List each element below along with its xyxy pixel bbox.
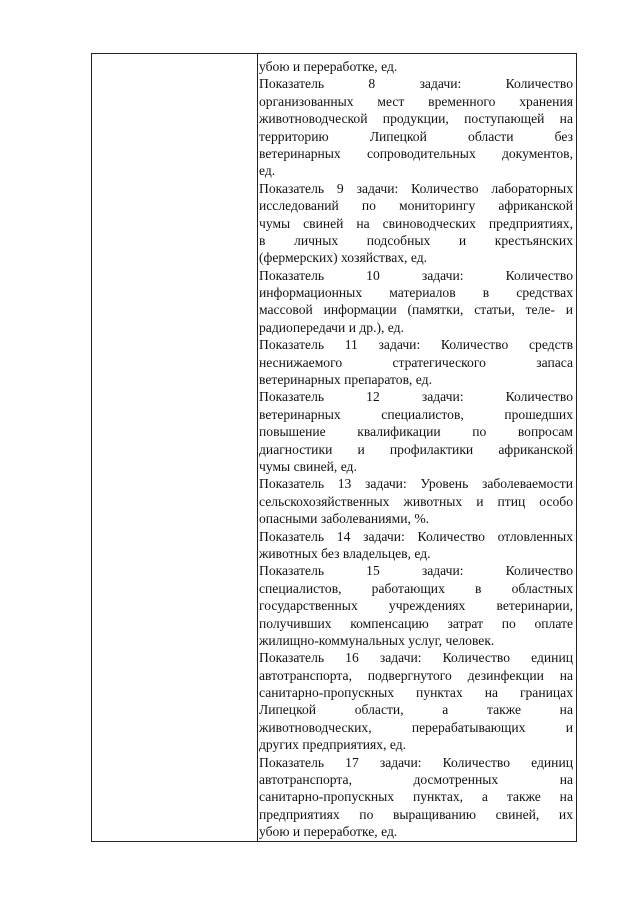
text-line: диагностики и профилактики африканской — [259, 441, 573, 457]
indicator-paragraph — [259, 267, 573, 337]
table-right-cell — [259, 58, 573, 841]
text-line: санитарно-пропускных пунктах, а также на — [259, 789, 573, 805]
text-line: Показатель 16 задачи: Количество единиц — [259, 650, 573, 666]
table-left-cell — [92, 54, 258, 841]
text-line: массовой информации (памятки, статьи, теле- и — [259, 302, 573, 318]
text-line: автотранспорта, подвергнутого дезинфекции на — [259, 667, 573, 683]
text-line: информационных материалов в средствах — [259, 285, 573, 301]
text-line: ед. — [259, 163, 276, 179]
text-line: чумы свиней, ед. — [259, 458, 357, 474]
indicators-table — [91, 53, 577, 842]
text-line: территорию Липецкой области без — [259, 128, 573, 144]
indicator-paragraph — [259, 75, 573, 179]
text-line: ветеринарных сопроводительных документов, — [259, 145, 573, 161]
indicator-paragraph — [259, 475, 573, 527]
text-line: санитарно-пропускных пунктах на границах — [259, 685, 573, 701]
text-line: специалистов, работающих в областных — [259, 580, 573, 596]
text-line: предприятиях по выращиванию свиней, их — [259, 806, 573, 822]
text-line: ветеринарных препаратов, ед. — [259, 372, 432, 388]
text-line: Липецкой области, а также на — [259, 702, 573, 718]
text-line: Показатель 14 задачи: Количество отловленных — [259, 528, 573, 544]
text-line: Показатель 11 задачи: Количество средств — [259, 337, 573, 353]
text-line: других предприятиях, ед. — [259, 737, 407, 753]
text-line: Показатель 17 задачи: Количество единиц — [259, 754, 573, 770]
text-line: исследований по мониторингу африканской — [259, 198, 573, 214]
text-line: Показатель 13 задачи: Уровень заболеваемости — [259, 476, 573, 492]
indicator-paragraph — [259, 528, 573, 563]
text-line: (фермерских) хозяйствах, ед. — [259, 250, 428, 266]
indicator-paragraph — [259, 562, 573, 649]
text-line: Показатель 9 задачи: Количество лабораторных — [259, 180, 573, 196]
text-line: ветеринарных специалистов, прошедших — [259, 406, 573, 422]
indicator-paragraph — [259, 336, 573, 388]
text-line: организованных мест временного хранения — [259, 93, 573, 109]
indicator-paragraph — [259, 649, 573, 753]
indicator-paragraph — [259, 58, 573, 75]
text-line: животноводческой продукции, поступающей на — [259, 111, 573, 127]
text-line: убою и переработке, ед. — [259, 824, 398, 840]
text-line: получивших компенсацию затрат по оплате — [259, 615, 573, 631]
text-line: Показатель 12 задачи: Количество — [259, 389, 573, 405]
text-line: радиопередачи и др.), ед. — [259, 319, 404, 335]
text-line: неснижаемого стратегического запаса — [259, 354, 573, 370]
text-line: убою и переработке, ед. — [259, 59, 398, 74]
text-line: Показатель 15 задачи: Количество — [259, 563, 573, 579]
text-line: сельскохозяйственных животных и птиц особо — [259, 493, 573, 509]
indicator-paragraph — [259, 180, 573, 267]
text-line: Показатель 10 задачи: Количество — [259, 267, 573, 283]
text-line: животных без владельцев, ед. — [259, 545, 431, 561]
text-line: повышение квалификации по вопросам — [259, 424, 573, 440]
text-line: опасными заболеваниями, %. — [259, 511, 430, 527]
indicator-paragraph — [259, 754, 573, 841]
indicator-paragraph — [259, 388, 573, 475]
text-line: жилищно-коммунальных услуг, человек. — [259, 632, 495, 648]
text-line: животноводческих, перерабатывающих и — [259, 719, 573, 735]
text-line: государственных учреждениях ветеринарии, — [259, 598, 573, 614]
text-line: в личных подсобных и крестьянских — [259, 232, 573, 248]
text-line: Показатель 8 задачи: Количество — [259, 76, 573, 92]
text-line: чумы свиней на свиноводческих предприятиях, — [259, 215, 573, 231]
text-line: автотранспорта, досмотренных на — [259, 772, 573, 788]
